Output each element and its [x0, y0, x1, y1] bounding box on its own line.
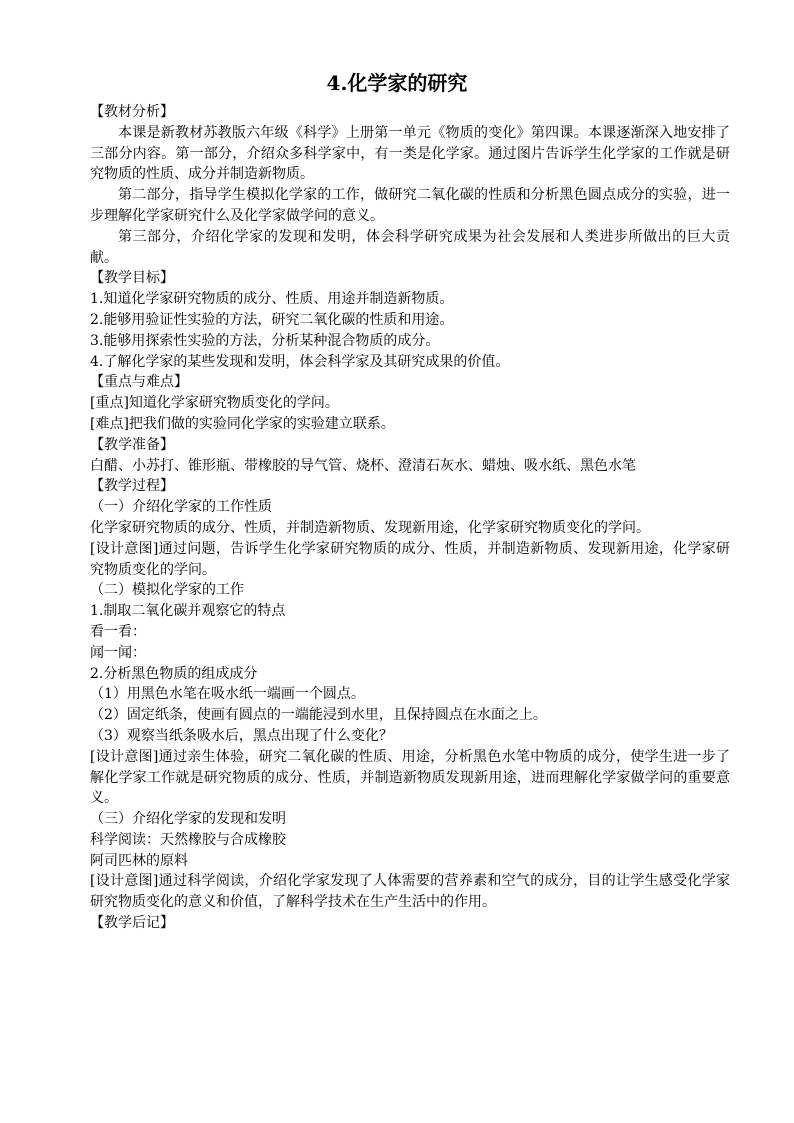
document-body: [90, 102, 730, 934]
analysis-heading: 【教材分析】: [90, 104, 174, 120]
goal-item: 1.知道化学家研究物质的成分、性质、用途并制造新物质。: [90, 291, 454, 308]
part1-title: （一）介绍化学家的工作性质: [90, 499, 272, 516]
part2-substep-2: （2）固定纸条，使画有圆点的一端能浸到水里，且保持圆点在水面之上。: [90, 707, 547, 724]
analysis-paragraph-2: 第二部分，指导学生模拟化学家的工作，做研究二氧化碳的性质和分析黑色圆点成分的实验，进一步理解化学家研究什么及化学家做学问的意义。: [90, 187, 730, 224]
part2-design-intent: [设计意图]通过亲生体验，研究二氧化碳的性质、用途，分析黑色水笔中物质的成分，使学生进一步了解化学家工作就是研究物质的成分、性质，并制造新物质发现新用途，进而理解化学家做学问的重要意义。: [90, 748, 730, 807]
analysis-paragraph-3: 第三部分，介绍化学家的发现和发明，体会科学研究成果为社会发展和人类进步所做出的巨大贡献。: [90, 228, 730, 266]
part2-step2: 2.分析黑色物质的组成成分: [90, 665, 258, 682]
goals-heading: 【教学目标】: [90, 270, 174, 287]
part2-step1: 1.制取二氧化碳并观察它的特点: [90, 603, 286, 620]
goal-item: 3.能够用探索性实验的方法，分析某种混合物质的成分。: [90, 332, 440, 349]
part1-text: 化学家研究物质的成分、性质，并制造新物质、发现新用途，化学家研究物质变化的学问。: [90, 519, 650, 536]
part2-look: 看一看：: [90, 623, 146, 640]
prep-heading: 【教学准备】: [90, 436, 174, 453]
goal-item: 2.能够用验证性实验的方法，研究二氧化碳的性质和用途。: [90, 311, 454, 328]
difficult-point: [难点]把我们做的实验同化学家的实验建立联系。: [90, 415, 395, 432]
process-heading: 【教学过程】: [90, 478, 174, 495]
afterword-heading: 【教学后记】: [90, 915, 174, 932]
prep-items: 白醋、小苏打、锥形瓶、带橡胶的导气管、烧杯、澄清石灰水、蜡烛、吸水纸、黑色水笔: [90, 457, 636, 474]
key-difficult-heading: 【重点与难点】: [90, 374, 188, 391]
part3-design-intent: [设计意图]通过科学阅读，介绍化学家发现了人体需要的营养素和空气的成分，目的让学生感受化学家研究物质变化的意义和价值，了解科学技术在生产生活中的作用。: [90, 873, 730, 911]
part3-title: （三）介绍化学家的发现和发明: [90, 811, 286, 828]
part3-aspirin: 阿司匹林的原料: [90, 852, 188, 869]
page-title: 4.化学家的研究: [326, 71, 468, 95]
part3-reading: 科学阅读：天然橡胶与合成橡胶: [90, 831, 286, 848]
part2-substep-3: （3）观察当纸条吸水后，黑点出现了什么变化？: [90, 727, 393, 744]
part2-title: （二）模拟化学家的工作: [90, 582, 244, 599]
goal-item: 4.了解化学家的某些发现和发明，体会科学家及其研究成果的价值。: [90, 353, 510, 370]
analysis-paragraph-1: 本课是新教材苏教版六年级《科学》上册第一单元《物质的变化》第四课。本课逐渐深入地安排了三部分内容。第一部分，介绍众多科学家中，有一类是化学家。通过图片告诉学生化学家的工作就是研究物质的性质、成分并制造新物质。: [90, 124, 730, 183]
part2-substep-1: （1）用黑色水笔在吸水纸一端画一个圆点。: [90, 686, 365, 703]
part1-design-intent: [设计意图]通过问题，告诉学生化学家研究物质的成分、性质，并制造新物质、发现新用途，化学家研究物质变化的学问。: [90, 540, 730, 578]
key-point: [重点]知道化学家研究物质变化的学问。: [90, 395, 339, 412]
part2-smell: 闻一闻：: [90, 644, 146, 661]
